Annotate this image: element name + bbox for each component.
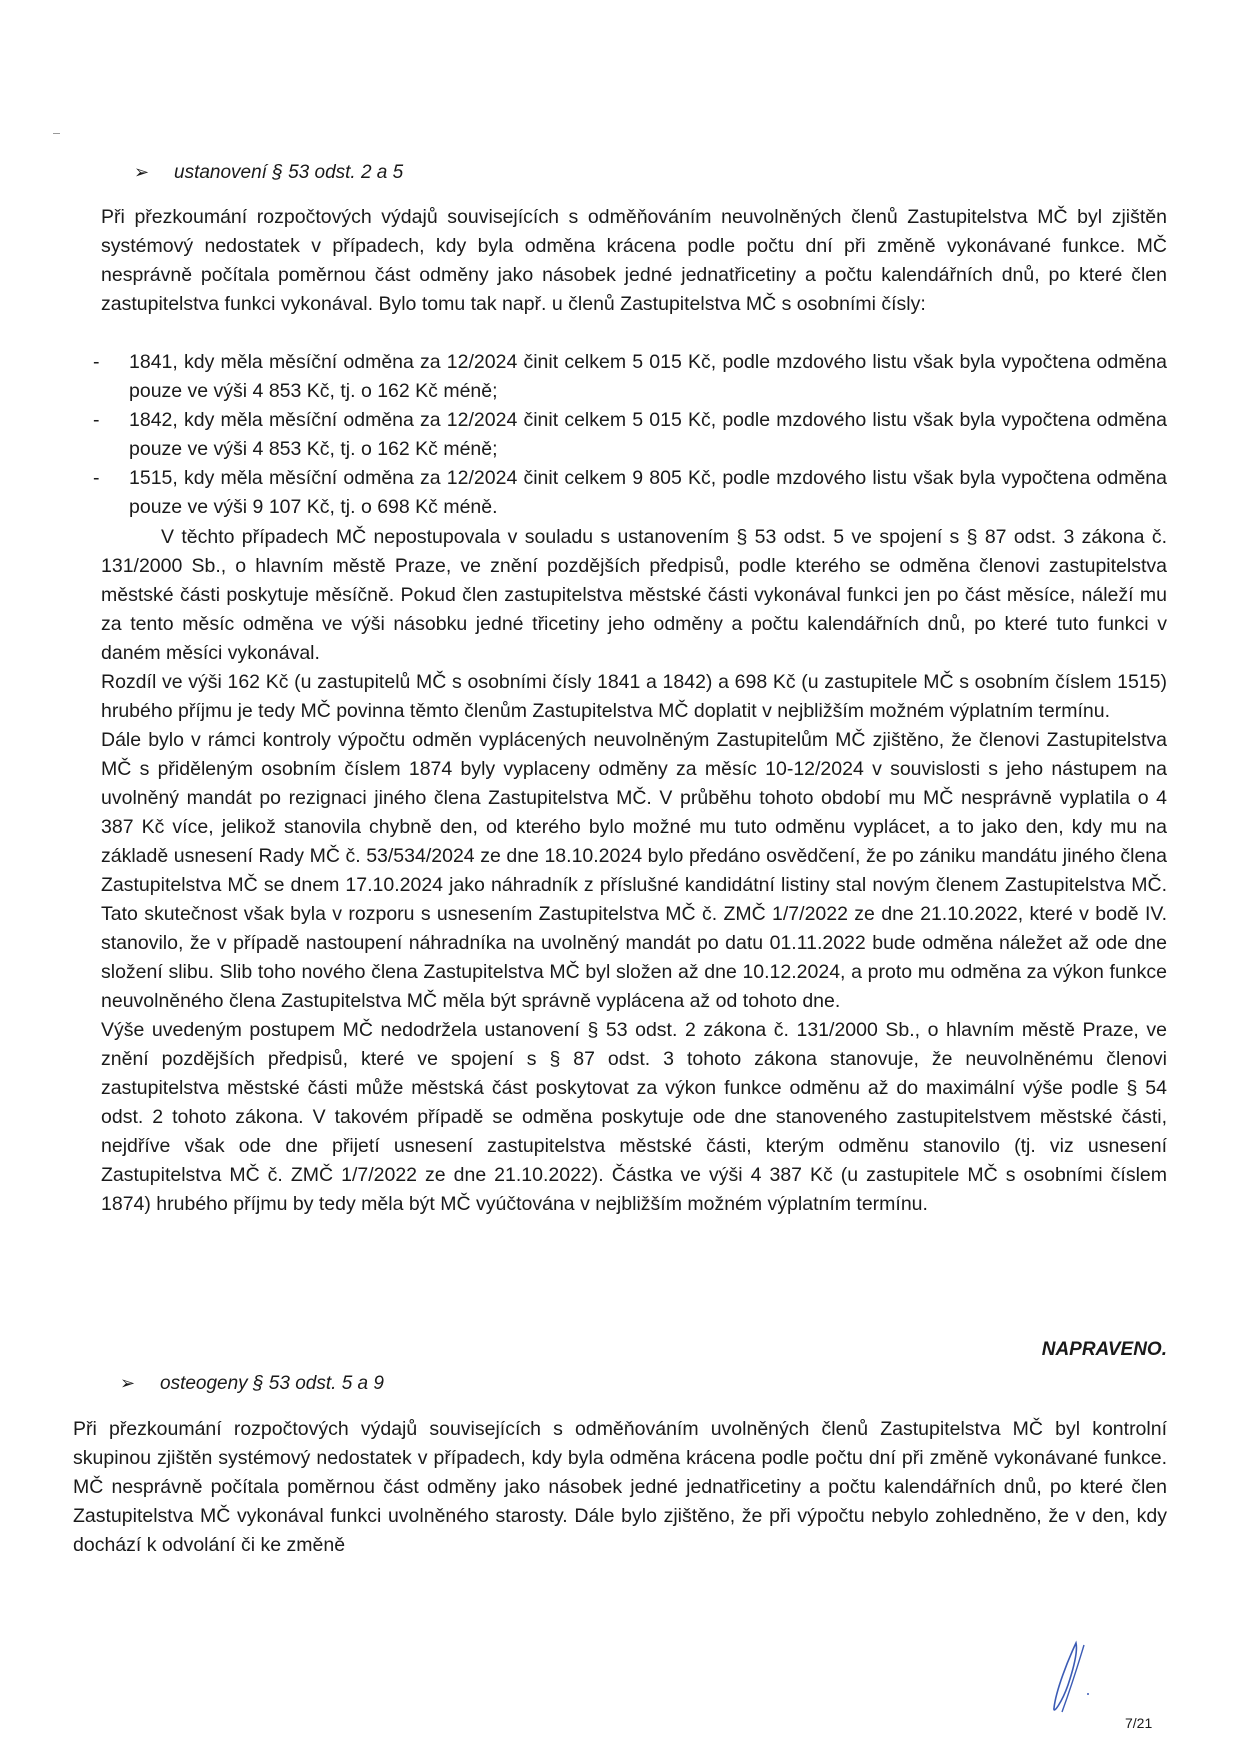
heading-text: ustanovení § 53 odst. 2 a 5	[174, 162, 404, 183]
status-remedied: NAPRAVENO.	[1041, 1339, 1167, 1360]
scan-mark	[53, 133, 60, 134]
list-item-text: 1842, kdy měla měsíční odměna za 12/2024 činit celkem 5 015 Kč, podle mzdového listu však byla vypočtena odměna pouze ve výši 4 853 Kč, tj. o 162 Kč méně;	[129, 409, 1167, 460]
dash-bullet: -	[93, 467, 100, 489]
section-heading-2	[120, 1373, 384, 1395]
paragraph-text: Výše uvedeným postupem MČ nedodržela ustanovení § 53 odst. 2 zákona č. 131/2000 Sb., o hlavním městě Praze, ve znění pozdějších předpisů, které ve spojení s § 87 odst. 3 tohoto zákona stanovuje, že neuvolněnému členovi zastupitelstva městské části může městská část poskytovat za výkon funkce odměnu až do maximální výše podle § 54 odst. 2 tohoto zákona. V takovém případě se odměna poskytuje ode dne stanoveného zastupitelstvem městské části, nejdříve však ode dne přijetí usnesení zastupitelstva městské části, kterým odměnu stanovilo (tj. viz usnesení Zastupitelstva MČ č. ZMČ 1/7/2022 ze dne 21.10.2022). Částka ve výši 4 387 Kč (u zastupitele MČ s osobními číslem 1874) hrubého příjmu by tedy měla být MČ vyúčtována v nejbližším možném výplatním termínu.	[101, 1019, 1167, 1215]
list-item	[85, 348, 1167, 406]
dash-bullet: -	[93, 351, 100, 373]
member-list	[85, 348, 1167, 522]
list-item	[85, 464, 1167, 522]
paragraph-text: Dále bylo v rámci kontroly výpočtu odměn vyplácených neuvolněným Zastupitelům MČ zjištěno, že členovi Zastupitelstva MČ s přiděleným osobním číslem 1874 byly vyplaceny odměny za měsíc 10-12/2024 v souvislosti s jeho nástupem na uvolněný mandát po rezignaci jiného člena Zastupitelstva MČ. V průběhu tohoto období mu MČ nesprávně vyplatila o 4 387 Kč více, jelikož stanovila chybně den, od kterého bylo možné mu tuto odměnu vyplácet, a to jako den, kdy mu na základě usnesení Rady MČ č. 53/534/2024 ze dne 18.10.2024 bylo předáno osvědčení, že po zániku mandátu jiného člena Zastupitelstva MČ se dnem 17.10.2024 jako náhradník z příslušné kandidátní listiny stal novým členem Zastupitelstva MČ. Tato skutečnost však byla v rozporu s usnesením Zastupitelstva MČ č. ZMČ 1/7/2022 ze dne 21.10.2022, které v bodě IV. stanovilo, že v případě nastoupení náhradníka na uvolněný mandát po datu 01.11.2022 bude odměna náležet až ode dne složení slibu. Slib toho nového člena Zastupitelstva MČ byl složen až dne 10.12.2024, a proto mu odměna za výkon funkce neuvolněného člena Zastupitelstva MČ měla být správně vyplácena až od tohoto dne.	[101, 729, 1167, 1012]
signature-icon	[1048, 1640, 1098, 1715]
paragraph-text: Rozdíl ve výši 162 Kč (u zastupitelů MČ s osobními čísly 1841 a 1842) a 698 Kč (u zastupitele MČ s osobním číslem 1515) hrubého příjmu je tedy MČ povinna těmto členům Zastupitelstva MČ doplatit v nejbližším možném výplatním termínu.	[101, 671, 1167, 722]
paragraph-legal	[101, 523, 1167, 1219]
paragraph-text: Při přezkoumání rozpočtových výdajů souvisejících s odměňováním neuvolněných členů Zastupitelstva MČ byl zjištěn systémový nedostatek v případech, kdy byla odměna krácena podle počtu dní při změně vykonávané funkce. MČ nesprávně počítala poměrnou část odměny jako násobek jedné jednatřicetiny a počtu kalendářních dnů, po které člen zastupitelstva funkci vykonával. Bylo tomu tak např. u členů Zastupitelstva MČ s osobními čísly:	[101, 206, 1167, 315]
arrow-bullet-icon: ➢	[134, 162, 150, 182]
list-item-text: 1515, kdy měla měsíční odměna za 12/2024 činit celkem 9 805 Kč, podle mzdového listu však byla vypočtena odměna pouze ve výši 9 107 Kč, tj. o 698 Kč méně.	[129, 467, 1167, 518]
arrow-bullet-icon: ➢	[120, 1373, 136, 1393]
section-heading-1	[134, 162, 403, 184]
dash-bullet: -	[93, 409, 100, 431]
heading-text: osteogeny § 53 odst. 5 a 9	[160, 1373, 384, 1394]
paragraph-intro	[101, 203, 1167, 319]
paragraph-text: V těchto případech MČ nepostupovala v souladu s ustanovením § 53 odst. 5 ve spojení s § 87 odst. 3 zákona č. 131/2000 Sb., o hlavním městě Praze, ve znění pozdějších předpisů, podle kterého se odměna členovi zastupitelstva městské části poskytuje měsíčně. Pokud člen zastupitelstva městské části vykonával funkci jen po část měsíce, náleží mu za tento měsíc odměna ve výši násobku jedné třicetiny jeho odměny a počtu kalendářních dnů, po které tuto funkci v daném měsíci vykonával.	[101, 526, 1167, 664]
list-item-text: 1841, kdy měla měsíční odměna za 12/2024 činit celkem 5 015 Kč, podle mzdového listu však byla vypočtena odměna pouze ve výši 4 853 Kč, tj. o 162 Kč méně;	[129, 351, 1167, 402]
list-item	[85, 406, 1167, 464]
paragraph-final	[73, 1415, 1167, 1560]
paragraph-text: Při přezkoumání rozpočtových výdajů souvisejících s odměňováním uvolněných členů Zastupitelstva MČ byl kontrolní skupinou zjištěn systémový nedostatek v případech, kdy byla odměna krácena podle počtu dní při změně vykonávané funkce. MČ nesprávně počítala poměrnou část odměny jako násobek jedné jednatřicetiny a počtu kalendářních dnů, po které člen Zastupitelstva MČ vykonával funkci uvolněného starosty. Dále bylo zjištěno, že při výpočtu nebylo zohledněno, že v den, kdy dochází k odvolání či ke změně	[73, 1418, 1167, 1556]
page-number: 7/21	[1125, 1715, 1153, 1731]
